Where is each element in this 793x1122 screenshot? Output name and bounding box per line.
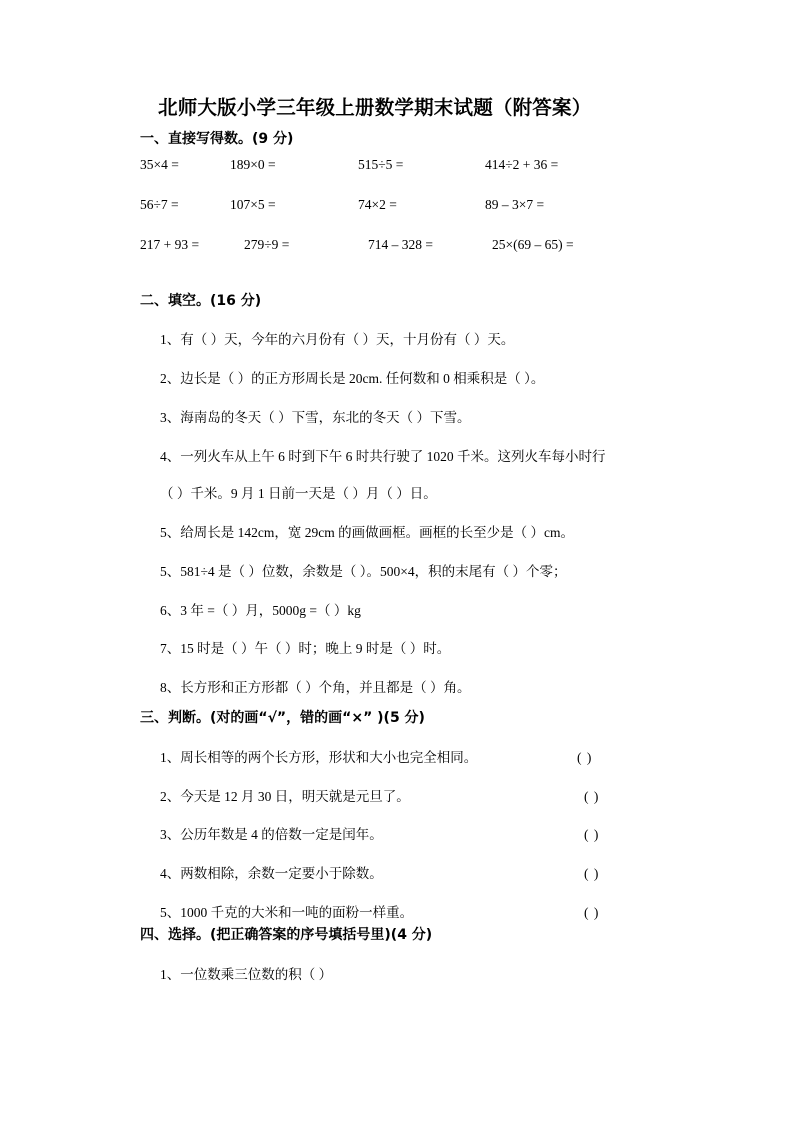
true-false-question [140,750,693,767]
true-false-question [140,866,693,883]
answer-bracket[interactable]: ( ) [584,905,600,921]
answer-bracket[interactable]: ( ) [584,866,600,882]
fill-in-question: 1、有（ ）天，今年的六月份有（ ）天，十月份有（ ）天。 [160,332,515,348]
section-heading-fill-in: 二、填空。(16 分) [140,292,262,309]
arithmetic-row [140,238,693,278]
multiple-choice-question: 1、一位数乘三位数的积（ ） [160,966,333,982]
arithmetic-problem: 714 – 328 = [368,236,433,252]
true-false-question [140,789,693,806]
page-title: 北师大版小学三年级上册数学期末试题（附答案） [158,96,592,119]
fill-in-question: 5、给周长是 142cm，宽 29cm 的画做画框。画框的长至少是（ ）cm。 [160,524,574,540]
answer-bracket[interactable]: ( ) [584,827,600,843]
arithmetic-problem: 107×5 = [230,196,276,212]
fill-in-question-continuation: （ ）千米。9 月 1 日前一天是（ ）月（ ）日。 [160,485,437,501]
arithmetic-problem: 25×(69 – 65) = [492,236,574,252]
answer-bracket[interactable]: ( ) [577,749,593,765]
true-false-text: 1、周长相等的两个长方形，形状和大小也完全相同。 [160,749,478,765]
arithmetic-problem: 74×2 = [358,196,397,212]
fill-in-question: 5、581÷4 是（ ）位数，余数是（ ）。500×4，积的末尾有（ ）个零； [160,563,567,579]
arithmetic-problem: 35×4 = [140,156,179,172]
true-false-text: 4、两数相除，余数一定要小于除数。 [160,866,383,882]
arithmetic-row [140,158,693,198]
section-heading-arithmetic: 一、直接写得数。(9 分) [140,131,294,148]
fill-in-question: 6、3 年 =（ ）月，5000g =（ ）kg [160,602,361,618]
true-false-text: 5、1000 千克的大米和一吨的面粉一样重。 [160,905,414,921]
section-heading-multiple-choice: 四、选择。(把正确答案的序号填括号里)(4 分) [140,927,433,944]
true-false-question [140,905,693,922]
arithmetic-problem: 414÷2 + 36 = [485,156,559,172]
arithmetic-problem: 217 + 93 = [140,236,200,252]
arithmetic-problem: 56÷7 = [140,196,179,212]
true-false-text: 3、公历年数是 4 的倍数一定是闰年。 [160,827,383,843]
fill-in-question: 4、一列火车从上午 6 时到下午 6 时共行驶了 1020 千米。这列火车每小时行 [160,449,606,465]
section-heading-true-false: 三、判断。(对的画“√”，错的画“×” )(5 分) [140,710,425,727]
true-false-question [140,827,693,844]
arithmetic-problem-grid [140,158,693,278]
arithmetic-problem: 89 – 3×7 = [485,196,545,212]
arithmetic-problem: 515÷5 = [358,156,404,172]
fill-in-question: 3、海南岛的冬天（ ）下雪，东北的冬天（ ）下雪。 [160,410,471,426]
fill-in-question: 7、15 时是（ ）午（ ）时；晚上 9 时是（ ）时。 [160,641,451,657]
answer-bracket[interactable]: ( ) [584,788,600,804]
fill-in-question: 2、边长是（ ）的正方形周长是 20cm. 任何数和 0 相乘积是（ ）。 [160,371,545,387]
fill-in-question: 8、长方形和正方形都（ ）个角，并且都是（ ）角。 [160,680,471,696]
true-false-text: 2、今天是 12 月 30 日，明天就是元旦了。 [160,788,410,804]
arithmetic-problem: 189×0 = [230,156,276,172]
arithmetic-problem: 279÷9 = [244,236,290,252]
arithmetic-row [140,198,693,238]
